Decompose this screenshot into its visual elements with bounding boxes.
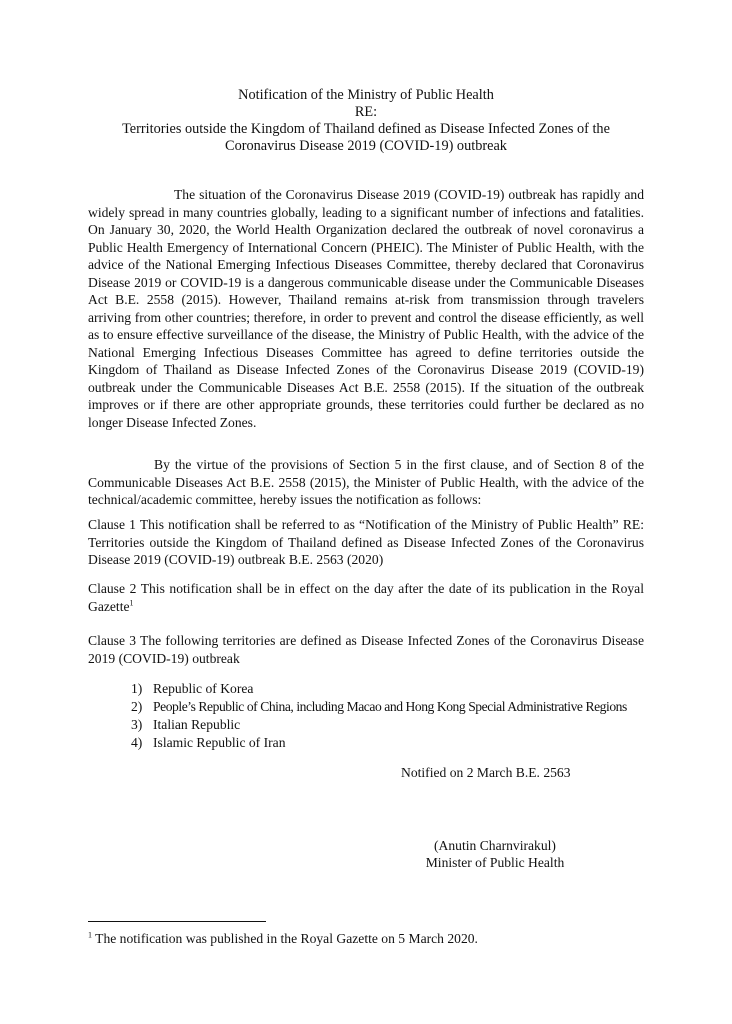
clause-3: Clause 3 The following territories are defined as Disease Infected Zones of the Coronavirus Disease 2019 (COVID-19) outbreak (88, 633, 644, 666)
re-label: RE: (354, 104, 378, 120)
list-item (131, 680, 671, 698)
footnote-reference: 1 (129, 597, 134, 607)
list-item (131, 734, 671, 752)
subject-line-2: Coronavirus Disease 2019 (COVID-19) outbreak (225, 138, 507, 154)
signatory-name: (Anutin Charnvirakul) (434, 838, 556, 853)
list-item-label: Islamic Republic of Iran (153, 735, 286, 750)
subject-line-1: Territories outside the Kingdom of Thailand defined as Disease Infected Zones of the (122, 121, 610, 137)
notified-date: Notified on 2 March B.E. 2563 (401, 765, 571, 780)
situation-paragraph: The situation of the Coronavirus Disease 2019 (COVID-19) outbreak has rapidly and widely spread in many countries globally, leading to a significant number of infections and fatalities. On January 30, 2020, the World Health Organization declared the outbreak of novel coronavirus a Public Health Emergency of International Concern (PHEIC). The Minister of Public Health, with the advice of the National Emerging Infectious Diseases Committee, thereby declared that Coronavirus Disease 2019 or COVID-19 is a dangerous communicable disease under the Communicable Diseases Act B.E. 2558 (2015). However, Thailand remains at-risk from transmission through travelers arriving from other countries; therefore, in order to prevent and control the disease efficiently, as well as to ensure effective surveillance of the disease, the Ministry of Public Health, with the advice of the National Emerging Infectious Diseases Committee has agreed to define territories outside the Kingdom of Thailand as Disease Infected Zones of the Coronavirus Disease 2019 (COVID-19) outbreak under the Communicable Diseases Act B.E. 2558 (2015). If the situation of the outbreak improves or if there are other appropriate grounds, these territories could further be declared as no longer Disease Infected Zones. (88, 187, 644, 430)
list-item-label: People’s Republic of China, including Macao and Hong Kong Special Administrative Regions (153, 699, 627, 714)
clause-2-text: Clause 2 This notification shall be in effect on the day after the date of its publication in the Royal Gazette (88, 581, 644, 614)
document-title: Notification of the Ministry of Public Health (238, 87, 494, 103)
list-item-number: 3) (131, 717, 143, 732)
list-item (131, 716, 671, 734)
footnote-divider (88, 921, 266, 922)
list-item (131, 698, 671, 716)
list-item-label: Italian Republic (153, 717, 241, 732)
signature-block (390, 837, 600, 871)
signatory-title: Minister of Public Health (425, 855, 565, 870)
list-item-number: 4) (131, 735, 143, 750)
document-heading (60, 87, 672, 155)
list-item-number: 1) (131, 681, 143, 696)
clause-2 (88, 580, 644, 615)
authority-paragraph: By the virtue of the provisions of Section 5 in the first clause, and of Section 8 of the Communicable Diseases Act B.E. 2558 (2015), the Minister of Public Health, with the advice of the technical/academic committee, hereby issues the notification as follows: (88, 457, 644, 507)
list-item-number: 2) (131, 699, 143, 714)
clause-1: Clause 1 This notification shall be referred to as “Notification of the Ministry of Public Health” RE: Territories outside the Kingdom of Thailand defined as Disease Infected Zones of the Coronavirus Disease 2019 (COVID-19) outbreak B.E. 2563 (2020) (88, 517, 644, 567)
territory-list (131, 680, 671, 752)
footnote-mark: 1 (88, 930, 92, 940)
list-item-label: Republic of Korea (153, 681, 254, 696)
footnote-text: The notification was published in the Royal Gazette on 5 March 2020. (92, 931, 478, 946)
footnote (88, 930, 478, 947)
